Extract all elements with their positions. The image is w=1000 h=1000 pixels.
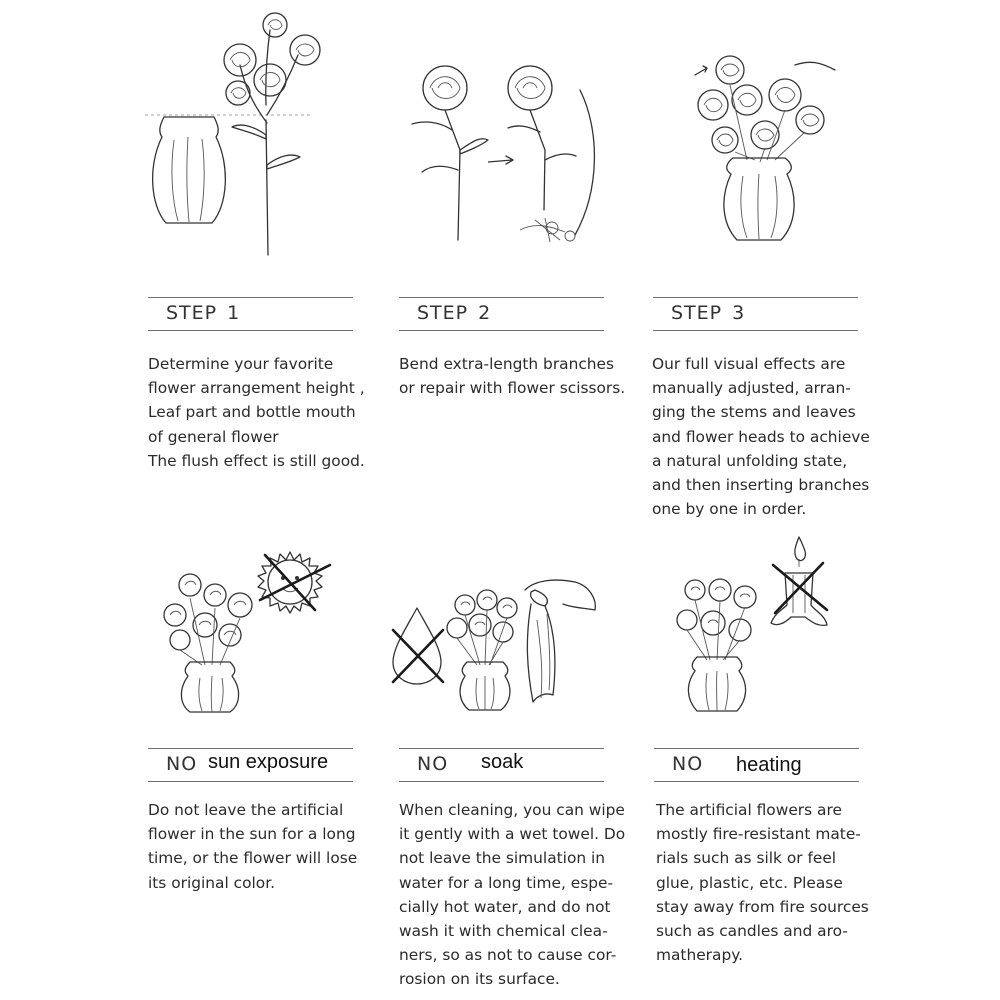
text-line: of general flower xyxy=(148,427,279,446)
no-label: NO xyxy=(417,753,449,775)
no-heating-description xyxy=(656,798,869,967)
step-label: STEP xyxy=(671,302,723,324)
text-line: time, or the flower will lose xyxy=(148,849,358,868)
text-line: Bend extra-length branches xyxy=(399,355,615,373)
cross-icon xyxy=(265,555,315,610)
step-label: STEP xyxy=(166,302,218,324)
text-line: such as candles and aro- xyxy=(656,922,848,941)
text-line: not leave the simulation in xyxy=(399,849,606,868)
no-heating-heading xyxy=(654,748,859,782)
text-line: a natural unfolding state, xyxy=(652,451,848,470)
text-line: it gently with a wet towel. Do xyxy=(399,825,626,844)
vase-icon xyxy=(153,117,226,223)
rose-bouquet-icon xyxy=(164,574,252,665)
text-line: one by one in order. xyxy=(652,500,807,519)
rose-bouquet-icon xyxy=(698,56,824,153)
step-3-heading xyxy=(653,297,858,331)
warning-topic: heating xyxy=(736,754,802,776)
step-2-illustration xyxy=(400,50,630,260)
text-line: matherapy. xyxy=(656,946,744,965)
vase-icon xyxy=(724,158,794,240)
step-number: 3 xyxy=(732,302,746,324)
no-sun-description xyxy=(148,798,357,895)
text-line: flower arrangement height , xyxy=(148,379,365,398)
step-1-description xyxy=(148,352,365,473)
no-heating-illustration xyxy=(665,535,865,720)
text-line: its original color. xyxy=(148,873,276,892)
no-soak-description xyxy=(399,798,625,992)
rose-bouquet-icon xyxy=(447,590,517,665)
text-line: The artificial flowers are xyxy=(656,801,842,819)
text-line: mostly fire-resistant mate- xyxy=(656,825,861,844)
vase-icon xyxy=(181,662,238,712)
text-line: or repair with flower scissors. xyxy=(399,379,626,398)
text-line: manually adjusted, arran- xyxy=(652,379,851,398)
text-line: ners, so as not to cause cor- xyxy=(399,946,617,965)
step-1-heading xyxy=(148,297,353,331)
text-line: The flush effect is still good. xyxy=(148,451,365,470)
rose-bouquet-icon xyxy=(677,579,756,660)
step-number: 1 xyxy=(227,302,241,324)
no-label: NO xyxy=(166,753,198,775)
text-line: Do not leave the artificial xyxy=(148,801,344,819)
text-line: rosion on its surface. xyxy=(399,970,560,989)
step-3-illustration xyxy=(685,40,855,250)
towel-icon xyxy=(525,580,595,702)
candle-flame-icon xyxy=(771,537,827,625)
text-line: ging the stems and leaves xyxy=(652,403,856,422)
text-line: water for a long time, espe- xyxy=(399,873,614,892)
no-soak-illustration xyxy=(385,570,605,720)
no-sun-illustration xyxy=(150,540,350,720)
text-line: and flower heads to achieve xyxy=(652,427,870,446)
text-line: flower in the sun for a long xyxy=(148,825,356,844)
no-sun-heading xyxy=(148,748,353,782)
text-line: rials such as silk or feel xyxy=(656,849,837,868)
text-line: Determine your favorite xyxy=(148,355,334,373)
text-line: stay away from fire sources xyxy=(656,897,869,916)
text-line: glue, plastic, etc. Please xyxy=(656,873,843,892)
text-line: wash it with chemical clea- xyxy=(399,922,608,941)
step-3-description xyxy=(652,352,870,521)
no-label: NO xyxy=(672,753,704,775)
text-line: cially hot water, and do not xyxy=(399,897,611,916)
warning-topic: sun exposure xyxy=(208,751,329,773)
text-line: When cleaning, you can wipe xyxy=(399,801,625,819)
step-number: 2 xyxy=(478,302,492,324)
step-1-illustration xyxy=(140,5,360,275)
text-line: and then inserting branches xyxy=(652,476,870,495)
rose-icon xyxy=(224,13,320,105)
step-label: STEP xyxy=(417,302,469,324)
text-line: Leaf part and bottle mouth xyxy=(148,403,356,422)
no-soak-heading xyxy=(399,748,604,782)
text-line: Our full visual effects are xyxy=(652,355,846,373)
step-2-heading xyxy=(399,297,604,331)
step-2-description xyxy=(399,352,625,400)
warning-topic: soak xyxy=(481,751,524,773)
